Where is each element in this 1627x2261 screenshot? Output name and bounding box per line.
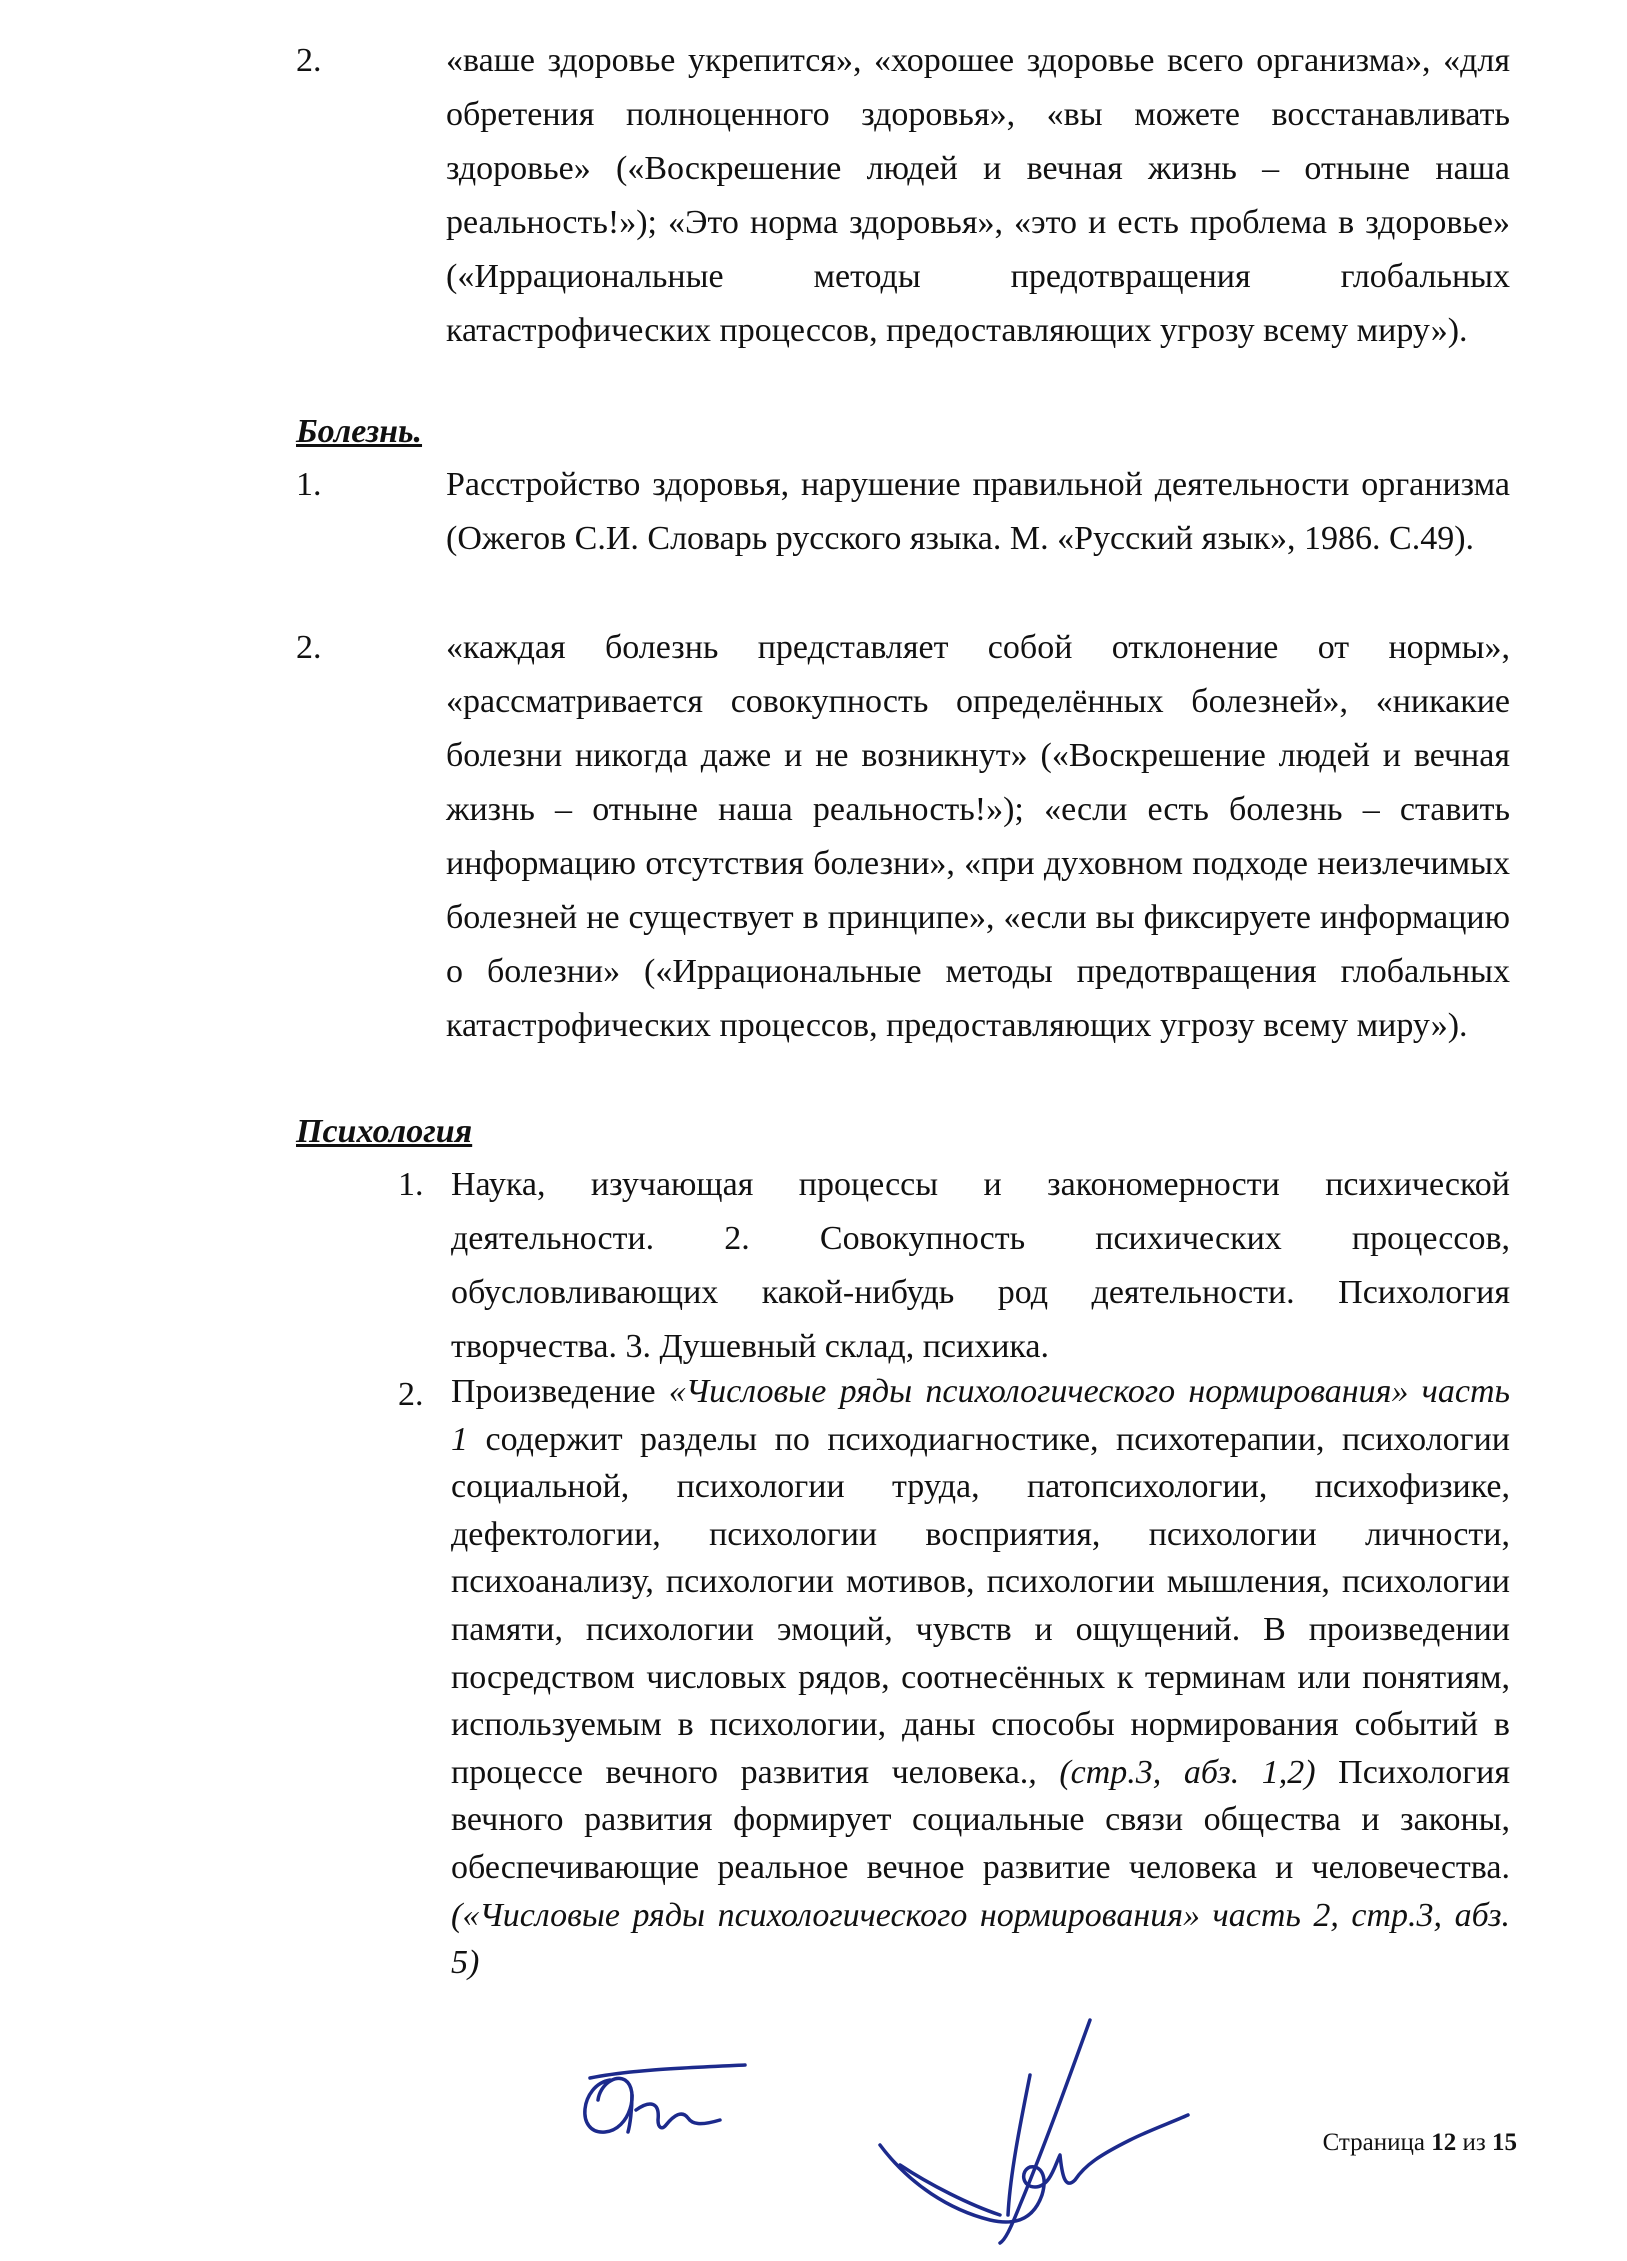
section-heading: Психология [296,1113,473,1150]
signature-initials [570,2040,770,2150]
page-sep: из [1462,2129,1486,2156]
list-number: 1. [398,1166,424,1203]
list-item-text: «каждая болезнь представляет собой отклонение от нормы», «рассматривается совокупность определённых болезней», «никакие болезни никогда даже и не возникнут» («Воскрешение людей и вечная жизнь – отныне наша реальность!»); «если есть болезнь – ставить информацию отсутствия болезни», «при духовном подходе неизлечимых болезней не существует в принципе», «если вы фиксируете информацию о болезни» («Иррациональные методы предотвращения глобальных катастрофических процессов, предоставляющих угрозу всему миру»). [446,629,1510,1044]
list-item-text: «ваше здоровье укрепится», «хорошее здоровье всего организма», «для обретения полноценного здоровья», «вы можете восстанавливать здоровье» («Воскрешение людей и вечная жизнь – отныне наша реальность!»); «Это норма здоровья», «это и есть проблема в здоровье» («Иррациональные методы предотвращения глобальных катастрофических процессов, предоставляющих угрозу всему миру»). [446,42,1510,349]
citation-italic: («Числовые ряды психологического нормирования» часть 2, стр.3, абз. 5) [451,1896,1510,1982]
text-run: Произведение [451,1373,669,1410]
list-number: 2. [296,629,322,666]
list-item-text [451,1368,1510,1987]
citation-italic: , (стр.3, абз. 1,2) [1028,1753,1316,1791]
list-number: 1. [296,466,322,503]
section-heading: Болезнь. [296,413,423,450]
text-run: содержит разделы по психодиагностике, психотерапии, психологии социальной, психологии труда, патопсихологии, психофизике, дефектологии, психологии восприятия, психологии личности, психоанализу, психологии мотивов, психологии мышления, психологии памяти, психологии эмоций, чувств и ощущений. В произведении посредством числовых рядов, соотнесённых к терминам или понятиям, используемым в психологии, даны способы нормирования событий в процессе вечного развития человека. [451,1420,1510,1791]
page-label: Страница [1322,2129,1425,2156]
page-number [1323,2128,1517,2158]
work-title-italic: «Числовые ряды психологического нормирования» часть 1 [451,1373,1510,1458]
list-number: 2. [296,42,322,79]
signature-main [870,2015,1190,2255]
list-item-text: Наука, изучающая процессы и закономерности психической деятельности. 2. Совокупность психических процессов, обусловливающих какой-нибудь род деятельности. Психология творчества. 3. Душевный склад, психика. [451,1166,1510,1365]
list-number: 2. [398,1376,424,1413]
page-current: 12 [1431,2129,1457,2156]
text-run: Психология вечного развития формирует социальные связи общества и законы, обеспечивающие реальное вечное развитие человека и человечества. [451,1753,1511,1886]
page-total: 15 [1492,2129,1517,2156]
list-item-text: Расстройство здоровья, нарушение правильной деятельности организма (Ожегов С.И. Словарь русского языка. М. «Русский язык», 1986. С.49). [446,466,1510,557]
